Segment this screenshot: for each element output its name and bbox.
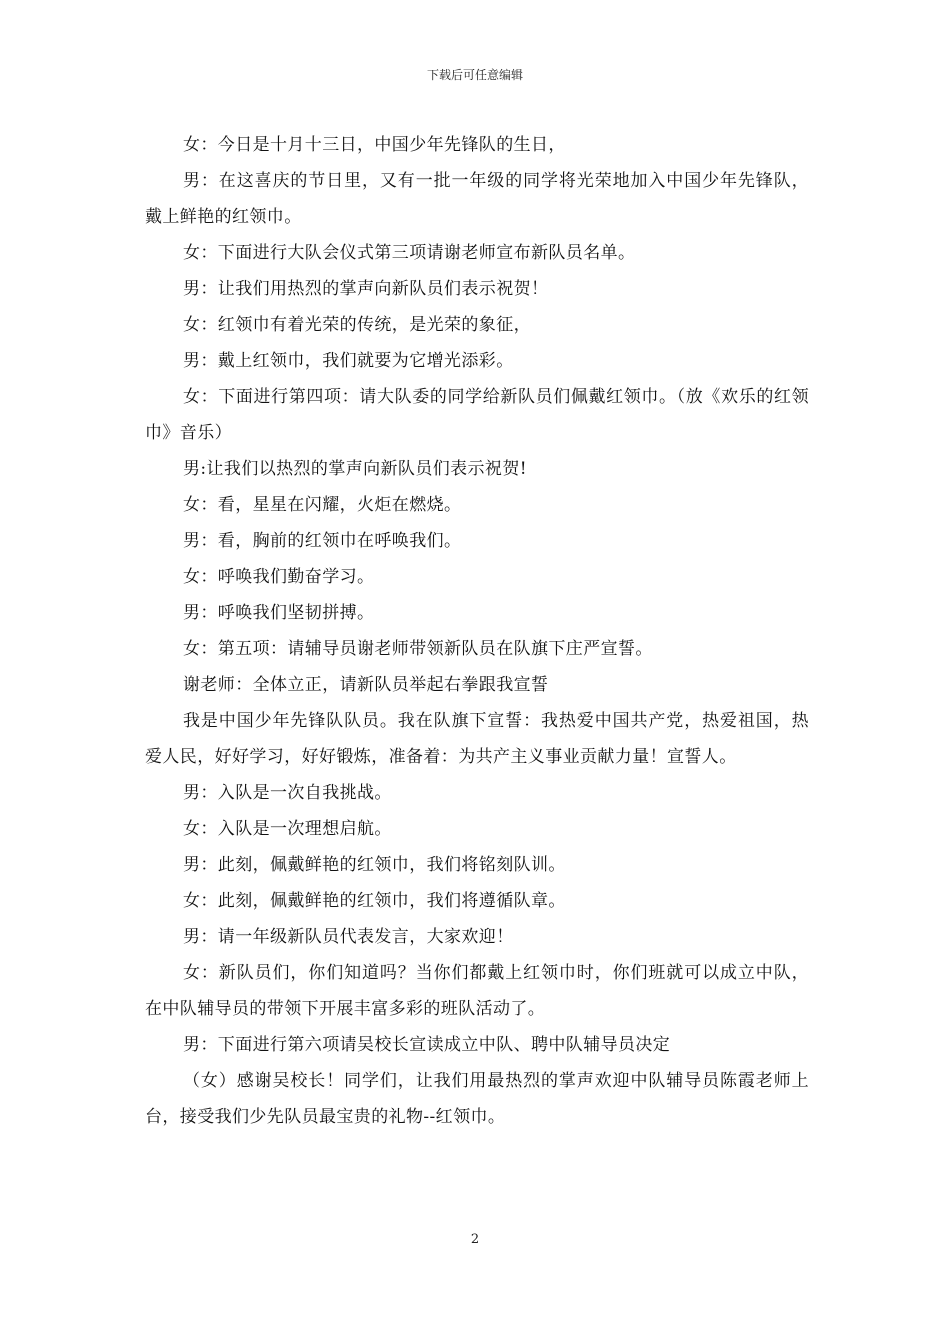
- paragraph: 男：入队是一次自我挑战。: [183, 783, 392, 803]
- paragraph: 女：下面进行第四项：请大队委的同学给新队员们佩戴红领巾。（放《欢乐的红领巾》音乐）: [145, 387, 809, 443]
- document-body: [145, 127, 809, 1135]
- paragraph: 女：红领巾有着光荣的传统，是光荣的象征，: [183, 315, 531, 335]
- paragraph: 男：在这喜庆的节日里，又有一批一年级的同学将光荣地加入中国少年先锋队，戴上鲜艳的红领巾。: [145, 171, 809, 227]
- page-number: 2: [470, 1232, 480, 1247]
- paragraph: 谢老师：全体立正，请新队员举起右拳跟我宣誓: [183, 675, 549, 695]
- paragraph: 女：入队是一次理想启航。: [183, 819, 392, 839]
- paragraph: 男:让我们以热烈的掌声向新队员们表示祝贺!: [183, 459, 527, 479]
- paragraph: （女）感谢吴校长！同学们，让我们用最热烈的掌声欢迎中队辅导员陈霞老师上台，接受我们少先队员最宝贵的礼物--红领巾。: [145, 1071, 809, 1127]
- paragraph: 女：今日是十月十三日，中国少年先锋队的生日，: [183, 135, 566, 155]
- paragraph: 男：看，胸前的红领巾在呼唤我们。: [183, 531, 462, 551]
- paragraph: 男：请一年级新队员代表发言，大家欢迎！: [183, 927, 514, 947]
- paragraph: 女：第五项：请辅导员谢老师带领新队员在队旗下庄严宣誓。: [183, 639, 653, 659]
- paragraph: 女：看，星星在闪耀，火炬在燃烧。: [183, 495, 462, 515]
- paragraph: 男：让我们用热烈的掌声向新队员们表示祝贺！: [183, 279, 549, 299]
- oath-paragraph: 我是中国少年先锋队队员。我在队旗下宣誓：我热爱中国共产党，热爱祖国，热爱人民，好好学习，好好锻炼，准备着：为共产主义事业贡献力量！宣誓人。: [145, 711, 809, 767]
- paragraph: 女：此刻，佩戴鲜艳的红领巾，我们将遵循队章。: [183, 891, 566, 911]
- paragraph: 男：此刻，佩戴鲜艳的红领巾，我们将铭刻队训。: [183, 855, 566, 875]
- paragraph: 女：呼唤我们勤奋学习。: [183, 567, 375, 587]
- paragraph: 女：下面进行大队会仪式第三项请谢老师宣布新队员名单。: [183, 243, 636, 263]
- paragraph: 男：下面进行第六项请吴校长宣读成立中队、聘中队辅导员决定: [183, 1035, 671, 1055]
- paragraph: 男：戴上红领巾，我们就要为它增光添彩。: [183, 351, 514, 371]
- paragraph: 女：新队员们，你们知道吗？当你们都戴上红领巾时，你们班就可以成立中队，在中队辅导员的带领下开展丰富多彩的班队活动了。: [145, 963, 809, 1019]
- paragraph: 男：呼唤我们坚韧拼搏。: [183, 603, 375, 623]
- page-header: 下载后可任意编辑: [426, 68, 523, 82]
